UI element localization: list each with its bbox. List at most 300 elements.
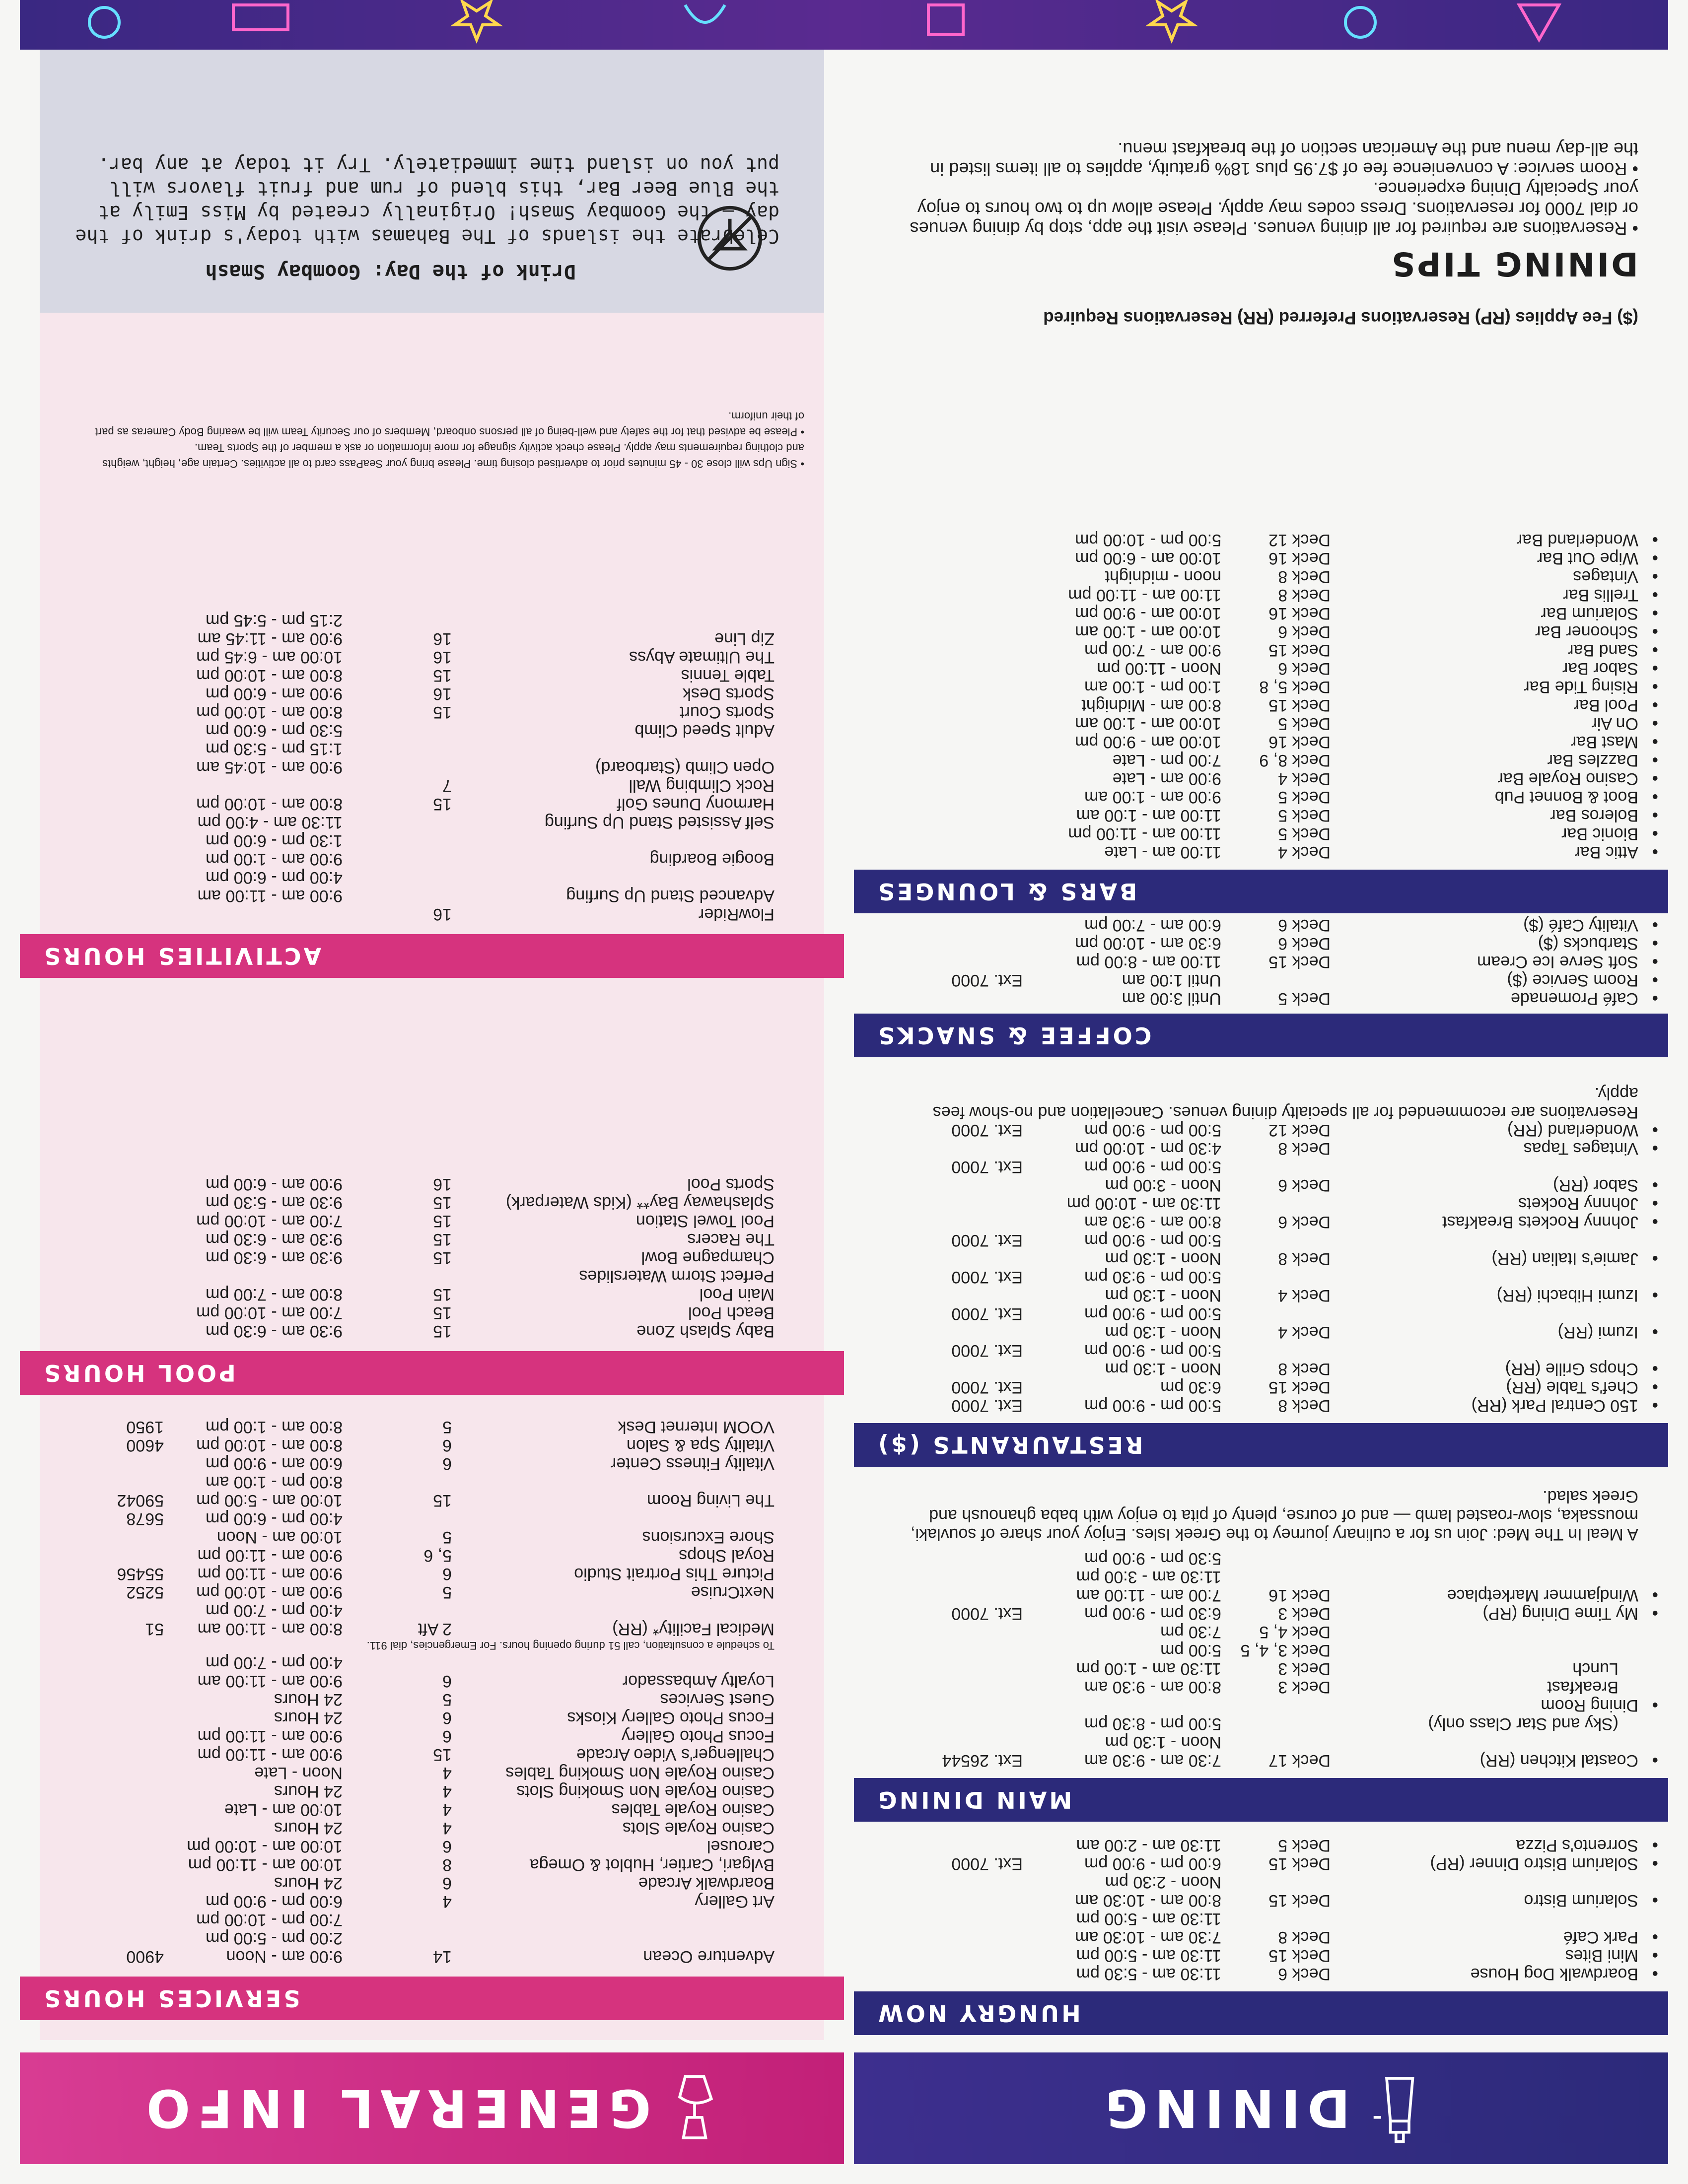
- service-name: Beach Pool: [688, 1303, 774, 1322]
- list-item: [20, 1565, 844, 1583]
- list-item: [854, 1231, 1668, 1249]
- hours: 9:00 am - 10:00 pm: [196, 1583, 343, 1602]
- list-item: [20, 1653, 844, 1672]
- venue-name: Johnny Rockets Breakfast: [1442, 1213, 1638, 1231]
- star-icon: [1150, 2, 1194, 40]
- restaurants-note: Reservations are recommended for all specialty dining venues. Cancellation and no-show fees apply.: [932, 1084, 1638, 1122]
- extension: 5678: [126, 1509, 164, 1528]
- venue-name: Lunch: [1572, 1659, 1618, 1678]
- bullet: •: [1652, 1695, 1658, 1715]
- hours: 5:00 pm - 9:30 pm: [1084, 1268, 1221, 1287]
- extension: 4900: [126, 1947, 164, 1966]
- hours: 6:00 pm - 9:00 pm: [206, 1892, 343, 1911]
- list-item: [854, 1568, 1668, 1586]
- list-item: [20, 1454, 844, 1473]
- service-name: NextCruise: [691, 1583, 774, 1602]
- hours: 5:00 pm - 9:00 pm: [1084, 1231, 1221, 1250]
- service-name: Boogie Boarding: [649, 850, 774, 869]
- hours: 8:00 pm - 1:00 am: [206, 1473, 343, 1492]
- hours: 11:30 am - 5:00 pm: [1076, 1910, 1221, 1928]
- bullet: •: [1652, 1248, 1658, 1269]
- hours: 9:00 am - 11:00 pm: [197, 1727, 343, 1746]
- hours: 5:00 pm - 9:00 pm: [1084, 1158, 1221, 1176]
- bullet: •: [1652, 768, 1658, 789]
- hours: 9:00 am - 11:00 am: [197, 887, 343, 905]
- deck: 15: [433, 1230, 452, 1249]
- deck: 16: [433, 629, 452, 648]
- bullet: •: [1652, 952, 1658, 972]
- hours: 7:00 pm - Late: [1112, 751, 1221, 770]
- hours: 24 Hours: [274, 1874, 343, 1893]
- hours: Noon - 1:30 pm: [1105, 1733, 1221, 1752]
- extension: 4600: [126, 1436, 164, 1455]
- hours: 11:30 am - 1:00 pm: [1076, 1659, 1221, 1678]
- deck: Deck 16: [1268, 549, 1331, 568]
- bullet: •: [1652, 805, 1658, 825]
- activities-hours-header: ACTIVITIES HOURS: [20, 934, 844, 978]
- bullet: •: [1652, 988, 1658, 1009]
- main-dining-list: [854, 1549, 1668, 1770]
- hours: 8:00 am - 10:00 pm: [196, 703, 343, 722]
- deck: Deck 8: [1278, 567, 1331, 586]
- hours: Noon - 11:00 pm: [1097, 659, 1221, 678]
- bullet: •: [1652, 1377, 1658, 1397]
- deck: Deck 3: [1278, 1678, 1331, 1697]
- list-item: [854, 1586, 1668, 1604]
- bullet: •: [1652, 1359, 1658, 1379]
- list-item: [854, 1286, 1668, 1304]
- service-name: Focus Photo Gallery Kiosks: [567, 1708, 774, 1727]
- hours: 6:30 pm: [1160, 1378, 1221, 1397]
- extension: Ext. 7000: [951, 1854, 1023, 1873]
- hours: 5:30 pm - 6:00 pm: [206, 721, 343, 740]
- dining-banner: [854, 2052, 1668, 2164]
- hungry-now-header: HUNGRY NOW: [854, 1991, 1668, 2035]
- list-item: [854, 622, 1668, 641]
- hours: Noon - 1:30 pm: [1105, 1360, 1221, 1378]
- bullet: •: [1652, 732, 1658, 752]
- deck: 6: [442, 1837, 452, 1856]
- deck: 15: [433, 1491, 452, 1510]
- deck: Deck 15: [1268, 1378, 1331, 1397]
- deck: 5: [442, 1528, 452, 1547]
- bullet: •: [1652, 1395, 1658, 1416]
- list-item: [854, 989, 1668, 1008]
- venue-name: Casino Royale Bar: [1497, 769, 1638, 788]
- deck: 14: [433, 1947, 452, 1966]
- extension: Ext. 7000: [951, 1158, 1023, 1176]
- list-item: [854, 604, 1668, 622]
- venue-name: Chef's Table (RR): [1506, 1378, 1638, 1397]
- hours: 4:00 pm - 6:00 pm: [206, 1509, 343, 1528]
- services-hours-list: [20, 1418, 844, 1966]
- list-item: [20, 831, 844, 850]
- balloon-icon: [1345, 7, 1375, 37]
- hours: Noon - 1:30 pm: [1105, 1323, 1221, 1342]
- list-item: [854, 824, 1668, 843]
- extension: Ext. 7000: [951, 1396, 1023, 1415]
- deck: Deck 4: [1278, 1286, 1331, 1305]
- extension: 5252: [126, 1583, 164, 1602]
- deck: 4: [442, 1892, 452, 1911]
- list-item: [854, 1641, 1668, 1659]
- deck: 5: [442, 1418, 452, 1436]
- hours: 9:00 am - 6:00 pm: [206, 684, 343, 703]
- deck: Deck 5: [1278, 1836, 1331, 1855]
- balloon-icon-2: [89, 7, 119, 37]
- list-item: [20, 1473, 844, 1491]
- coffee-snacks-list: [854, 916, 1668, 1008]
- list-item: [20, 1837, 844, 1855]
- hours: 6:30 pm - 9:00 pm: [1084, 1604, 1221, 1623]
- deck: 15: [433, 1285, 452, 1304]
- deck: Deck 6: [1278, 1965, 1331, 1983]
- service-name: Bvlgari, Cartier, Hublot & Omega: [529, 1855, 774, 1874]
- list-item: [20, 887, 844, 905]
- list-item: [854, 1854, 1668, 1873]
- list-item: [854, 769, 1668, 788]
- list-item: [20, 795, 844, 813]
- hours: 9:00 am - 1:00 am: [1084, 788, 1221, 807]
- confetti-icon: [685, 5, 725, 22]
- list-item: [854, 678, 1668, 696]
- hours: 10:00 am - 11:00 pm: [188, 1855, 343, 1874]
- bullet: •: [1652, 640, 1658, 660]
- hours: 6:00 pm - 9:00 pm: [1084, 1854, 1221, 1873]
- deck: 2 Aft: [418, 1620, 452, 1638]
- list-item: [854, 1139, 1668, 1158]
- hours: Noon - 2:30 pm: [1105, 1873, 1221, 1892]
- bullet: •: [1652, 1175, 1658, 1195]
- list-item: [854, 1549, 1668, 1568]
- list-item: [854, 1604, 1668, 1623]
- venue-name: Soft Serve Ice Cream: [1477, 953, 1638, 971]
- service-name: Focus Photo Gallery: [621, 1727, 774, 1746]
- hours: 24 Hours: [274, 1782, 343, 1801]
- service-name: FlowRider: [698, 905, 774, 924]
- venue-name: Dazzles Bar: [1547, 751, 1638, 770]
- hours: 11:30 am - 5:30 pm: [1076, 1965, 1221, 1983]
- deck: Deck 12: [1268, 1121, 1331, 1140]
- list-item: [20, 1322, 844, 1340]
- venue-name: Café Promenade: [1510, 989, 1638, 1008]
- venue-name: Boardwalk Dog House: [1470, 1965, 1638, 1983]
- deck: Deck 8: [1278, 1360, 1331, 1378]
- service-name: Pool Towel Station: [635, 1212, 774, 1230]
- deck: Deck 6: [1278, 916, 1331, 935]
- hand-holding-drink-icon: [665, 2071, 724, 2146]
- bullet: •: [1652, 1853, 1658, 1874]
- venue-name: Chops Grille (RR): [1505, 1360, 1638, 1378]
- bullet: •: [1652, 566, 1658, 587]
- list-item: [854, 788, 1668, 806]
- bullet: •: [1652, 1927, 1658, 1947]
- hours: 5:00 pm: [1160, 1641, 1221, 1660]
- service-name: Royal Shops: [679, 1546, 774, 1565]
- list-item: [854, 531, 1668, 549]
- hours: 9:00 am - 11:00 pm: [197, 1546, 343, 1565]
- hours: 11:00 am - 8:00 pm: [1076, 953, 1221, 971]
- service-name: Casino Royale Non Smoking Tables: [505, 1764, 774, 1782]
- list-item: [20, 1620, 844, 1638]
- activities-footnote: • Sign Ups will close 30 - 45 minutes prior to advertised closing time. Please bring your SeaPass card to all activities. Certain age, height, weights and clothing requirements may apply. Please check activity signage for more information or ask a member of the Sports Team. • Please be advised that for the safety and well-being of all persons onboard, Members of our Security Team will be wearing Body Cameras as part of their uniform.: [95, 410, 804, 470]
- hours: 9:00 am - 11:45 am: [197, 629, 343, 648]
- hours: 8:00 am - 7:00 pm: [206, 1285, 343, 1304]
- list-item: [20, 1491, 844, 1509]
- service-name: Guest Services: [660, 1690, 774, 1709]
- deck: 6: [442, 1672, 452, 1691]
- hours: 1:00 pm - 1:00 am: [1084, 678, 1221, 696]
- deck: Deck 4: [1278, 843, 1331, 862]
- venue-name: Attic Bar: [1574, 843, 1638, 862]
- deck: 6: [442, 1454, 452, 1473]
- list-item: [854, 1378, 1668, 1396]
- hours: 10:00 am - 5:00 pm: [196, 1491, 343, 1510]
- hours: 11:30 am - 10:00 pm: [1066, 1194, 1221, 1213]
- bullet: •: [1652, 970, 1658, 990]
- list-item: [854, 1176, 1668, 1194]
- hungry-now-list: [854, 1836, 1668, 1983]
- list-item: [20, 1819, 844, 1837]
- list-item: [854, 1268, 1668, 1286]
- deck: 7: [442, 776, 452, 795]
- hours: 8:00 am - Midnight: [1081, 696, 1221, 715]
- hours: 5:30 pm - 9:00 pm: [1084, 1549, 1221, 1568]
- service-name: Vitality Fitness Center: [610, 1454, 774, 1473]
- hours: 9:30 am - 5:30 pm: [206, 1193, 343, 1212]
- deck: Deck 8: [1278, 1139, 1331, 1158]
- list-item: [854, 843, 1668, 861]
- deck: 15: [433, 1193, 452, 1212]
- hours: 8:00 am - 9:30 am: [1084, 1213, 1221, 1231]
- hours: Until 1:00 am: [1122, 971, 1221, 990]
- coffee-snacks-header: COFFEE & SNACKS: [854, 1014, 1668, 1057]
- hours: 24 Hours: [274, 1819, 343, 1838]
- bullet: •: [1652, 695, 1658, 715]
- venue-name: Wonderland Bar: [1516, 531, 1638, 549]
- deck: 15: [433, 703, 452, 722]
- bars-lounges-list: [854, 531, 1668, 861]
- list-item: [20, 1303, 844, 1322]
- service-name: Art Gallery: [695, 1892, 774, 1911]
- venue-name: Bionic Bar: [1561, 824, 1638, 843]
- bullet: •: [1652, 915, 1658, 935]
- deck: 16: [433, 684, 452, 703]
- list-item: [854, 1194, 1668, 1213]
- hours: 8:00 am - 1:00 pm: [206, 1418, 343, 1436]
- list-item: [20, 1855, 844, 1874]
- service-name: Shore Excursions: [642, 1528, 774, 1547]
- hours: 7:00 am - 11:00 am: [1076, 1586, 1221, 1605]
- deck: Deck 12: [1268, 531, 1331, 549]
- deck: 15: [433, 1322, 452, 1341]
- deck: Deck 6: [1278, 1213, 1331, 1231]
- service-name: Main Pool: [699, 1285, 774, 1304]
- deck: 4: [442, 1819, 452, 1838]
- deck: Deck 6: [1278, 659, 1331, 678]
- venue-name: Rising Tide Bar: [1524, 678, 1638, 696]
- hours: 5:00 pm - 9:00 pm: [1084, 1396, 1221, 1415]
- venue-name: Solarium Bistro Dinner (RP): [1430, 1854, 1638, 1873]
- venue-name: Sand Bar: [1568, 641, 1638, 660]
- dining-tips-title: DINING TIPS: [1389, 245, 1638, 283]
- hours: 7:30 pm: [1160, 1623, 1221, 1641]
- list-item: [854, 751, 1668, 769]
- hours: 5:00 pm - 10:00 pm: [1075, 531, 1221, 549]
- list-item: [854, 1891, 1668, 1910]
- list-item: [854, 1249, 1668, 1268]
- list-item: [854, 1696, 1668, 1714]
- list-item: [854, 733, 1668, 751]
- bullet: •: [1652, 713, 1658, 734]
- extension: Ext. 7000: [951, 1341, 1023, 1360]
- list-item: [20, 1708, 844, 1727]
- bullet: •: [1652, 787, 1658, 807]
- service-name: Open Climb (Starboard): [595, 758, 774, 777]
- bullet: •: [1652, 1193, 1658, 1214]
- extension: 51: [145, 1620, 164, 1638]
- cocktail-shaker-icon: [1364, 2071, 1424, 2146]
- venue-name: (Sky and Star Class only): [1428, 1714, 1618, 1733]
- deck: 5: [442, 1690, 452, 1709]
- list-item: [20, 1583, 844, 1601]
- service-name: Splashaway Bay** (Kids Waterpark): [505, 1193, 774, 1212]
- deck: Deck 8: [1278, 586, 1331, 605]
- list-item: [20, 666, 844, 684]
- venue-name: Izumi Hibachi (RR): [1496, 1286, 1638, 1305]
- extension: Ext. 7000: [951, 971, 1023, 990]
- bullet: •: [1652, 1945, 1658, 1966]
- hours: 7:00 am - 10:00 pm: [196, 1303, 343, 1322]
- deck: Deck 17: [1268, 1751, 1331, 1770]
- venue-name: Park Café: [1563, 1928, 1638, 1947]
- bullet: •: [1652, 933, 1658, 954]
- list-item: [854, 1341, 1668, 1360]
- list-item: [20, 850, 844, 868]
- list-item: [20, 1782, 844, 1800]
- bullet: •: [1652, 1585, 1658, 1605]
- deck: 8: [442, 1855, 452, 1874]
- service-name: Medical Facility* (RR): [612, 1620, 774, 1638]
- venue-name: Coastal Kitchen (RR): [1479, 1751, 1638, 1770]
- list-item: [854, 1360, 1668, 1378]
- hours: 8:00 am - 10:00 pm: [196, 666, 343, 685]
- hours: 4:00 pm - 6:00 pm: [206, 868, 343, 887]
- list-item: [854, 659, 1668, 678]
- hours: 11:30 am - 2:00 am: [1076, 1836, 1221, 1855]
- venue-name: Izumi (RR): [1557, 1323, 1638, 1342]
- deck: 6: [442, 1874, 452, 1893]
- venue-name: Mast Bar: [1570, 733, 1638, 751]
- deck: 15: [433, 1212, 452, 1230]
- hours: Until 3:00 am: [1122, 989, 1221, 1008]
- list-item: [20, 868, 844, 887]
- deck: 16: [433, 1175, 452, 1194]
- list-item: [20, 648, 844, 666]
- list-item: [20, 1212, 844, 1230]
- extension: 55456: [117, 1565, 164, 1583]
- list-item: [20, 1546, 844, 1565]
- venue-name: Mini Bites: [1565, 1946, 1638, 1965]
- service-name: Picture This Portrait Studio: [574, 1565, 774, 1583]
- hours: 1:30 pm - 6:00 pm: [206, 831, 343, 850]
- list-item: [854, 1965, 1668, 1983]
- service-name: Challenger's Video Arcade: [576, 1745, 774, 1764]
- hours: 11:00 am - 1:00 am: [1076, 806, 1221, 825]
- deck: Deck 5: [1278, 824, 1331, 843]
- venue-name: Boleros Bar: [1550, 806, 1638, 825]
- bullet: •: [1652, 530, 1658, 550]
- restaurants-header: RESTAURANTS ($): [854, 1423, 1668, 1467]
- hours: 9:00 am - Late: [1112, 769, 1221, 788]
- service-name: Table Tennis: [681, 666, 774, 685]
- dining-tips-body: • Reservations are required for all dining venues. Please visit the app, stop by dining venues or dial 7000 for reservations. Dress codes may apply. Please allow up to two hours to enjoy your Specialty Dining experience. • Room service: A convenience fee of $7.95 plus 18% gratuity, applies to all items listed in the all-day menu and the American section of the breakfast menu.: [910, 139, 1638, 239]
- list-item: [20, 703, 844, 721]
- deck: Deck 4, 5: [1259, 1623, 1331, 1641]
- list-item: [854, 1323, 1668, 1341]
- bullet: •: [1652, 1120, 1658, 1140]
- hours: 9:30 am - 6:30 pm: [206, 1248, 343, 1267]
- hours: 10:00 am - Late: [224, 1800, 343, 1819]
- extension: Ext. 7000: [951, 1304, 1023, 1323]
- deck: Deck 15: [1268, 641, 1331, 660]
- bullet: •: [1652, 677, 1658, 697]
- bullet: •: [1652, 658, 1658, 679]
- hours: 2:15 pm - 5:45 pm: [206, 611, 343, 630]
- deck: 4: [442, 1800, 452, 1819]
- list-item: [20, 684, 844, 703]
- hours: 8:00 am - 9:30 am: [1084, 1678, 1221, 1697]
- hours: 11:30 am - 4:00 pm: [197, 813, 343, 832]
- extension: 1950: [126, 1418, 164, 1436]
- deck: Deck 16: [1268, 733, 1331, 751]
- service-name: Casino Royale Tables: [611, 1800, 774, 1819]
- venue-name: Trellis Bar: [1563, 586, 1638, 605]
- deck: 6: [442, 1565, 452, 1583]
- venue-name: Pool Bar: [1573, 696, 1638, 715]
- hours: 1:15 pm - 5:30 pm: [206, 740, 343, 758]
- list-item: [854, 567, 1668, 586]
- drink-of-day-title: Drink of the Day: Goombay Smash: [205, 260, 576, 283]
- list-item: [20, 758, 844, 776]
- hours: 8:00 am - 10:30 am: [1075, 1891, 1221, 1910]
- list-item: [854, 549, 1668, 567]
- list-item: [854, 1121, 1668, 1139]
- medical-note: [20, 1638, 844, 1653]
- hours: 10:00 am - 1:00 am: [1075, 622, 1221, 641]
- list-item: [20, 1285, 844, 1303]
- deck: 15: [433, 1248, 452, 1267]
- meal-in-the-med-note: A Meal In The Med: Join us for a culinary journey to the Greek Isles. Enjoy your share of souvlaki, moussaka, slow-roasted lamb — and of course, plenty of pita to enjoy with baba ghanoush and Greek salad.: [911, 1487, 1638, 1544]
- venue-name: Dining Room: [1541, 1696, 1638, 1715]
- deck: Deck 15: [1268, 1891, 1331, 1910]
- list-item: [854, 1836, 1668, 1854]
- general-info-banner: [20, 2052, 844, 2164]
- service-name: Casino Royale Slots: [622, 1819, 774, 1838]
- main-dining-header: MAIN DINING: [854, 1778, 1668, 1822]
- bars-lounges-header: BARS & LOUNGES: [854, 870, 1668, 913]
- deck: Deck 5: [1278, 806, 1331, 825]
- list-item: [20, 1727, 844, 1745]
- bullet: •: [1652, 1603, 1658, 1624]
- venue-name: Room Service ($): [1507, 971, 1638, 990]
- list-item: [20, 1911, 844, 1929]
- pool-hours-header: POOL HOURS: [20, 1351, 844, 1395]
- list-item: [854, 1659, 1668, 1678]
- venue-name: Jamie's Italian (RR): [1491, 1249, 1638, 1268]
- deck: Deck 5: [1278, 989, 1331, 1008]
- deck: Deck 4: [1278, 769, 1331, 788]
